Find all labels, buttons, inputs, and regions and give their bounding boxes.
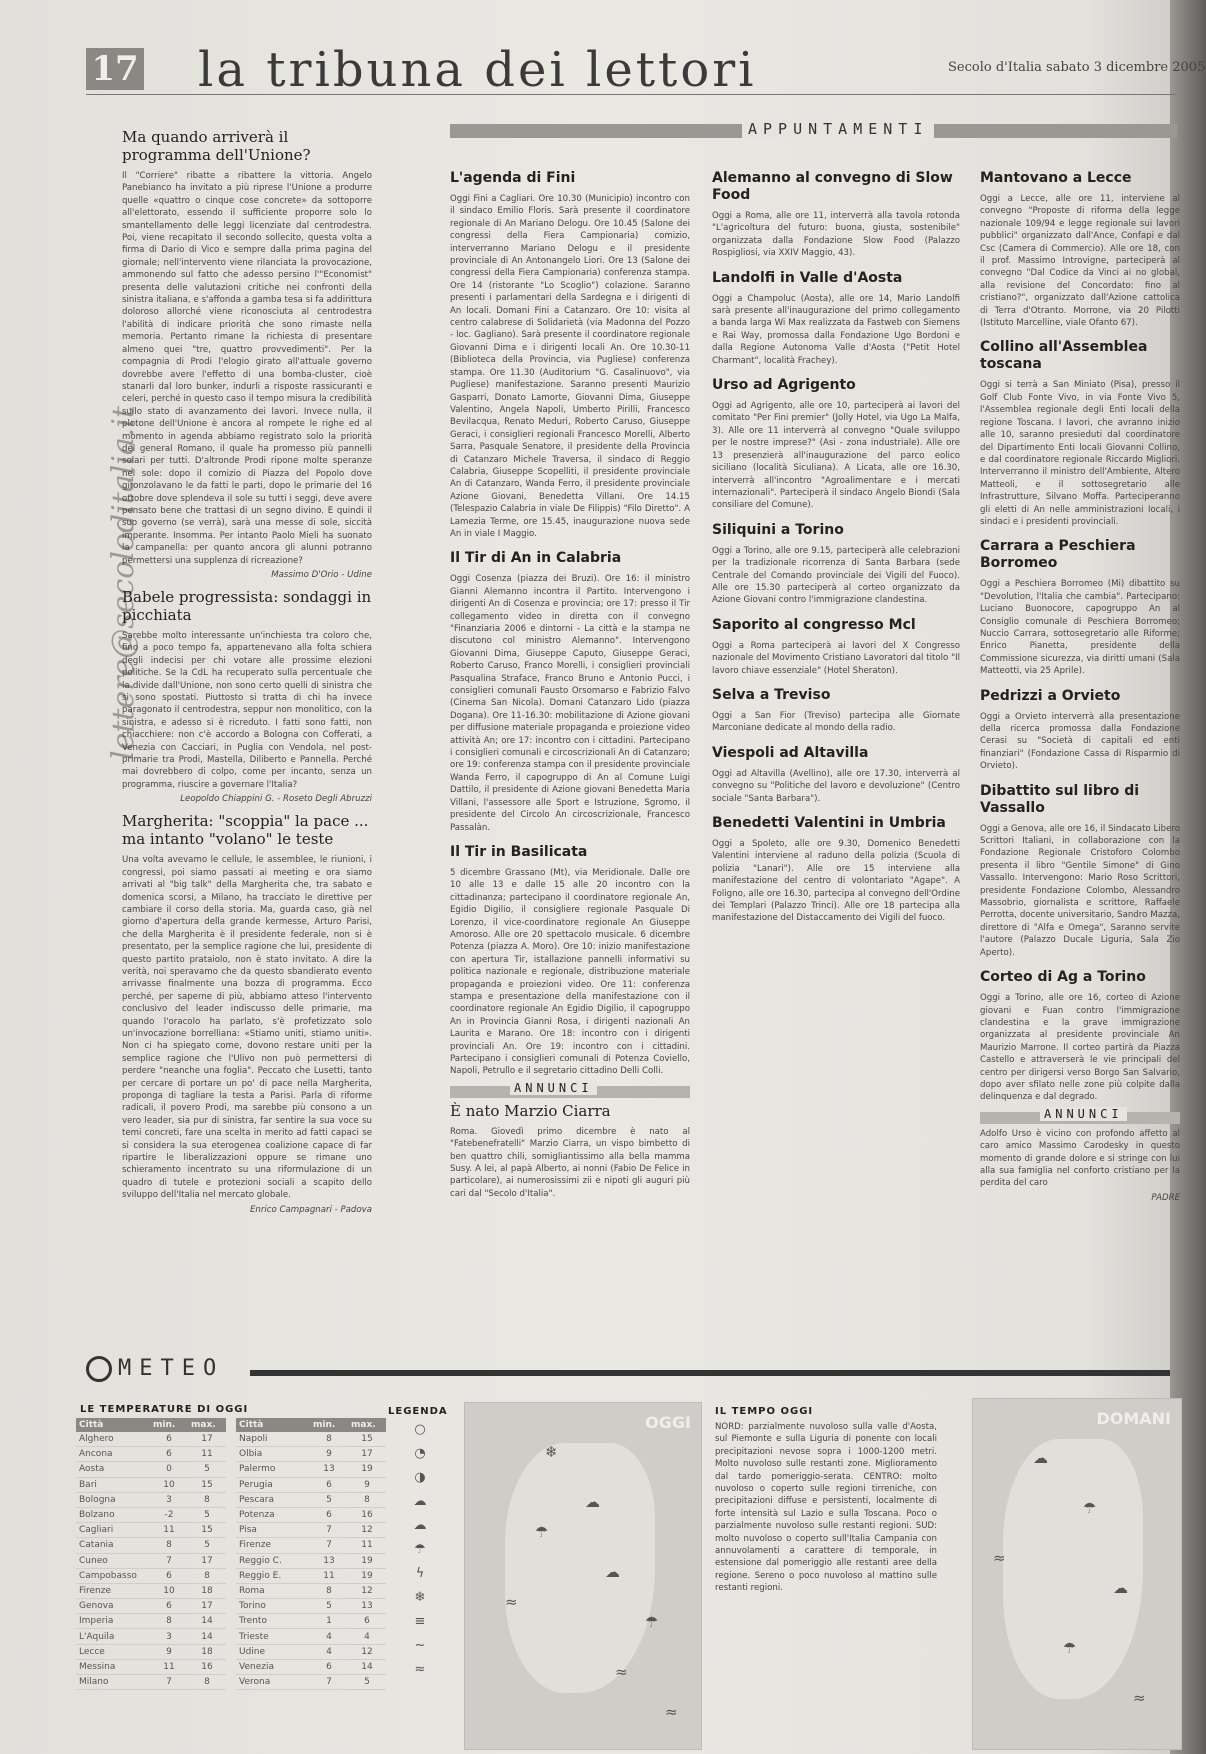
city-cell: Milano [76,1675,150,1690]
city-cell: L'Aquila [76,1629,150,1644]
fog-icon: ≡ [414,1614,426,1629]
city-cell: Trento [236,1614,310,1629]
meteo-bar [250,1370,1170,1376]
event-body: Oggi a Roma parteciperà ai lavori del X Congresso nazionale del Movimento Cristiano Lavoratori dal titolo "Il lavoro chiave essenziale" (Hotel Sheraton). [712,640,960,676]
max-cell: 11 [348,1538,386,1553]
city-cell: Alghero [76,1432,150,1447]
table-row [76,1659,226,1674]
min-cell: 7 [310,1675,348,1690]
letter-3 [122,812,372,1214]
min-cell: 8 [150,1614,188,1629]
min-cell: 6 [310,1659,348,1674]
temps-title: LE TEMPERATURE DI OGGI [80,1404,249,1415]
weather-map-today [464,1402,702,1750]
appuntamenti-label: APPUNTAMENTI [742,120,934,138]
event-title: Landolfi in Valle d'Aosta [712,269,903,286]
cloud-icon: ☁ [1113,1579,1128,1597]
min-cell: 6 [310,1507,348,1522]
event-body: Oggi a Peschiera Borromeo (Mi) dibattito su "Devolution, l'Italia che cambia". Partecipano: Luciano Buonocore, capogruppo An al Consiglio comunale di Peschiera Borromeo; Nuccio Carrara, sottosegretario alle Riforme; Enrico Pianetta, presidente della Commissione sicurezza, via diritti umani (Sala Matteotti, via 25 Aprile). [980,579,1180,677]
min-cell: 11 [150,1523,188,1538]
table-row [236,1523,386,1538]
max-cell: 11 [188,1447,226,1462]
max-cell: 8 [188,1675,226,1690]
city-cell: Palermo [236,1462,310,1477]
letter-title: Margherita: "scoppia" la pace ... ma intanto "volano" le teste [122,812,369,849]
rough-sea-icon: ≈ [414,1662,426,1677]
max-cell: 5 [188,1507,226,1522]
city-cell: Verona [236,1675,310,1690]
event-title: Collino all'Assemblea toscana [980,339,1148,373]
max-cell: 17 [188,1432,226,1447]
rain-icon: ☂ [1063,1639,1077,1657]
cloudy-icon: ☁ [413,1494,427,1509]
max-cell: 5 [348,1675,386,1690]
event-body: 5 dicembre Grassano (Mt), via Meridionale. Dalle ore 10 alle 13 e dalle 15 alle 20 incontro con la cittadinanza; partecipano il coordinatore regionale An, Egidio Digilio, il consigliere regionale Pasquale Di Lorenzo, il vice-coordinatore regionale An Giuseppe Amoroso. Alle ore 20 spettacolo musicale. 6 dicembre Potenza (piazza A. Moro). Ore 10: inizio manifestazione con apertura Tir, istallazione pannelli informativi su politica nazionale e regionale, distribuzione materiale propaganda e proiezioni video. Ore 11: conferenza stampa e presentazione della manifestazione con il coordinatore regionale An Egidio Digilio, il capogruppo An in Provincia Gianni Rosa, i dirigenti nazionali An Laurita e Marano. Ore 18: incontro con i dirigenti provinciali An. Ore 19: incontro con i cittadini. Partecipano i consiglieri comunali di Potenza Coviello, Napoli, Petrullo e il segretario cittadino Delli Colli. [450,867,690,1077]
event-title: L'agenda di Fini [450,170,576,186]
max-cell: 19 [348,1462,386,1477]
city-cell: Napoli [236,1432,310,1447]
max-cell: 14 [188,1629,226,1644]
cloud-icon: ☁ [1033,1449,1048,1467]
city-cell: Catania [76,1538,150,1553]
table-row [76,1538,226,1553]
temps-table-left [76,1418,226,1690]
table-row [236,1614,386,1629]
event-title: Selva a Treviso [712,686,831,703]
annunci-banner-left: ANNUNCI [450,1086,690,1098]
newspaper-date: Secolo d'Italia sabato 3 dicembre 2005 [948,60,1206,75]
city-cell: Pisa [236,1523,310,1538]
event-body: Oggi a Orvieto interverrà alla presentazione della ricerca promossa dalla Fondazione Cerasi su "Società di capitali ed enti finanziari" (Fondazione Cassa di Risparmio di Orvieto). [980,711,1180,772]
event-title: Dibattito sul libro di Vassallo [980,782,1140,816]
letter-body: Il "Corriere" ribatte a ribattere la vittoria. Angelo Panebianco ha invitato a più riprese l'Unione a produrre quelle «quattro o cinque cose concrete» da sottoporre all'elettorato, essendo il sufficiente proporre solo lo smantellamento delle leggi licenziate dal centrodestra. Poi, viene recapitato il secondo sollecito, questa volta a firma di Dario di Vico e sempre dalla prima pagina del giornale; nell'intervento viene rilanciata la provocazione, ammonendo sul fatto che adesso persino l'"Economist" presenta delle valutazioni critiche nei confronti della sinistra italiana, e s'affonda a gamba tesa si fa addirittura doloroso allorché viene riconosciuta al centrodestra l'abilità di indicare priorità che sono rimaste nella memoria. Pertanto rimane la richiesta di presentare almeno quei "tre, quattro provvedimenti". Per la compagnia di Prodi l'elogio girato all'attuale governo dovrebbe avere l'effetto di una bomba-cluster, cioè stanarli dal loro bunker, indurli a risposte rassicuranti e celeri, perché in questo caso il tempo misura la credibilità sullo stato di avanzamento dei lavori. Invece nulla, il plotone dell'Unione è ancora al rompete le righe ed al momento in agenda abbiamo registrato solo la priorità del general Romano, il quale ha promesso più pannelli solari per tutti. D'altronde Prodi ripone molte speranze nel sole: dopo il comizio di Piazza del Popolo dove gironzolavano le da fatti le parti, dopo le primarie del 16 ottobre dove splendeva il sole su tutti i seggi, deve avere pensato bene che trattasi di un segno divino. E quindi il suo governo (se verrà), sarà una messe di sole, siccità imperante. Insomma. Per intanto Paolo Mieli ha suonato la campanella: per quanto ancora gli alunni potranno permettersi una supplenza di ricreazione? [122,171,372,566]
table-row [76,1523,226,1538]
max-cell: 18 [188,1644,226,1659]
col-header: min. [150,1418,188,1432]
appuntamenti-column-2 [712,160,960,925]
min-cell: 9 [310,1447,348,1462]
rubric-title: la tribuna dei lettori [198,42,757,98]
max-cell: 17 [348,1447,386,1462]
event-title: Carrara a Peschiera Borromeo [980,538,1136,572]
city-cell: Roma [236,1583,310,1598]
min-cell: 4 [310,1644,348,1659]
event-title: Siliquini a Torino [712,521,844,538]
min-cell: 8 [310,1583,348,1598]
table-row [76,1614,226,1629]
min-cell: 6 [310,1477,348,1492]
max-cell: 19 [348,1553,386,1568]
table-row [236,1644,386,1659]
appuntamenti-banner [450,120,1177,138]
letter-signature: Leopoldo Chiappini G. - Roseto Degli Abruzzi [180,794,372,805]
event-body: Oggi a Lecce, alle ore 11, interviene al convegno "Proposte di riforma della legge nazionale 109/94 e legge regionale sui lavori pubblici" organizzato dall'Ance, Confapi e dal Csc (Camera di Commercio). Alle ore 18, con il prof. Massimo Introvigne, parteciperà al convegno "Dal Codice da Vinci ai no global, alla revisione del Concordato: fino al cristiano?", organizzato dall'Azione cattolica di Terra d'Otranto. Morrone, via 20 Pilotti (Istituto Marcelline, viale Ofanto 67). [980,194,1180,329]
page-number: 17 [86,48,144,90]
max-cell: 15 [348,1432,386,1447]
table-row [236,1432,386,1447]
letter-2 [122,588,372,804]
event-title: Pedrizzi a Orvieto [980,687,1121,704]
min-cell: 4 [310,1629,348,1644]
rough-sea-icon: ≈ [615,1663,628,1681]
table-row [76,1447,226,1462]
letter-1 [122,128,372,580]
max-cell: 6 [348,1614,386,1629]
city-cell: Trieste [236,1629,310,1644]
map-label: OGGI [645,1413,691,1432]
city-cell: Firenze [76,1583,150,1598]
city-cell: Torino [236,1599,310,1614]
table-row [76,1507,226,1522]
max-cell: 12 [348,1583,386,1598]
min-cell: 3 [150,1629,188,1644]
event-body: Oggi a Genova, alle ore 16, il Sindacato Libero Scrittori Italiani, in collaborazione con la Fondazione Regionale Cristoforo Colombo presenta il libro "Gentile Simone" di Gino Vassallo. Intervengono: Mario Roso Scrittori, presidente Fondazione Colombo, Alessandro Massobrio, giornalista e scrittore, Raffaele Perrotta, docente universitario, Sandro Mazza, direttore di "Alfa e Omega", Saranno servite l'autore (Palazzo Ducale Liguria, Sala Zio Aperto). [980,823,1180,958]
announcement-signature: PADRE [1151,1192,1180,1203]
rain-icon: ☂ [535,1523,549,1541]
snow-icon: ❄ [414,1590,426,1605]
event-body: Oggi ad Altavilla (Avellino), alle ore 17.30, interverrà al convegno su "Politiche del lavoro e devoluzione" (Centro sociale "Santa Barbara"). [712,768,960,804]
max-cell: 16 [348,1507,386,1522]
max-cell: 18 [188,1583,226,1598]
min-cell: 3 [150,1492,188,1507]
table-row [76,1675,226,1690]
table-row [76,1492,226,1507]
max-cell: 14 [188,1614,226,1629]
event-body: Oggi ad Agrigento, alle ore 10, parteciperà ai lavori del comitato "Per Fini premier" (Jolly Hotel, via Ugo La Malfa, 3). Alle ore 11 interverrà al convegno "Quale sviluppo per le nostre imprese?" (Asi - zona industriale). Alle ore 13 presenzierà all'inaugurazione del parco eolico siciliano (località Siculiana). A Licata, alle ore 16.30, interverrà all'incontro "Agroalimentare e i mercati internazionali". Parteciperà il sindaco Angelo Biondi (Sala consiliare del Comune). [712,401,960,511]
event-body: Oggi a Torino, alle ore 16, corteo di Azione giovani e Fuan contro l'immigrazione clandestina e la grave immigrazione organizzata al presidente provinciale An Maurizio Marrone. Il corteo partirà da Piazza Castello e attraverserà le vie principali del centro per dirigersi verso Borgo San Salvario, dopo aver sfilato nelle zone più colpite dalla delinquenza e dal degrado. [980,993,1180,1103]
max-cell: 13 [348,1599,386,1614]
variable-icon: ◑ [414,1470,426,1485]
min-cell: 7 [310,1523,348,1538]
city-cell: Firenze [236,1538,310,1553]
city-cell: Bolzano [76,1507,150,1522]
city-cell: Reggio C. [236,1553,310,1568]
max-cell: 12 [348,1523,386,1538]
vertical-email: lettere@secoloditalia.it [106,406,141,760]
min-cell: 11 [150,1659,188,1674]
max-cell: 15 [188,1477,226,1492]
city-cell: Pescara [236,1492,310,1507]
letters-column [122,120,372,1221]
event-body: Oggi a Champoluc (Aosta), alle ore 14, Mario Landolfi sarà presente all'inaugurazione del primo collegamento a banda larga Wi Max realizzata da Fastweb con Siemens e Rai Way, promossa dalla Fondazione Ugo Bordoni e dalla Regione Autonoma Valle d'Aosta ("Petit Hotel Charmant", località Frachey). [712,293,960,366]
min-cell: 8 [310,1432,348,1447]
calm-sea-icon: ~ [414,1638,426,1653]
table-row [236,1553,386,1568]
rain-icon: ☂ [1083,1499,1097,1517]
max-cell: 5 [188,1538,226,1553]
min-cell: 6 [150,1568,188,1583]
event-title: Viespoli ad Altavilla [712,744,869,761]
map-label: DOMANI [1096,1409,1171,1428]
table-row [236,1447,386,1462]
cloud-icon: ☁ [605,1563,620,1581]
letter-title: Ma quando arriverà il programma dell'Unione? [122,128,311,164]
rough-sea-icon: ≈ [1133,1689,1146,1707]
min-cell: 13 [310,1462,348,1477]
city-cell: Messina [76,1659,150,1674]
col-header: Città [76,1418,150,1432]
max-cell: 19 [348,1568,386,1583]
min-cell: 7 [150,1675,188,1690]
event-title: Mantovano a Lecce [980,170,1132,186]
city-cell: Genova [76,1599,150,1614]
letter-signature: Enrico Campagnari - Padova [249,1204,372,1215]
event-title: Saporito al congresso Mcl [712,616,916,633]
table-row [236,1599,386,1614]
city-cell: Reggio E. [236,1568,310,1583]
meteo-section [70,1356,1180,1754]
table-row [236,1538,386,1553]
annunci-banner-right: ANNUNCI [980,1112,1180,1124]
legend-title: LEGENDA [388,1406,448,1417]
max-cell: 9 [348,1477,386,1492]
min-cell: 0 [150,1462,188,1477]
event-title: Il Tir di An in Calabria [450,550,622,567]
table-row [236,1659,386,1674]
table-row [236,1507,386,1522]
min-cell: 10 [150,1477,188,1492]
appuntamenti-column-3 [980,160,1180,1209]
city-cell: Perugia [236,1477,310,1492]
appuntamenti-column-1 [450,160,690,1200]
event-body: Oggi si terrà a San Miniato (Pisa), presso il Golf Club Fonte Vivo, in via Fonte Vivo 5, l'Assemblea regionale degli Enti locali della regione Toscana. I lavori, che avranno inizio alle 10, saranno presieduti dal coordinatore del Dipartimento Enti locali Giovanni Collino, e dal coordinatore regionale Riccardo Migliori. Interverranno il ministro dell'Ambiente, Altero Matteoli, e il sottosegretario alle Infrastrutture, Silvano Moffa. Parteciperanno gli eletti di An nelle amministrazioni locali, i sindaci e i presidenti provinciali. [980,380,1180,527]
min-cell: 9 [150,1644,188,1659]
table-row [76,1477,226,1492]
max-cell: 8 [188,1492,226,1507]
col-header: Città [236,1418,310,1432]
event-title: Benedetti Valentini in Umbria [712,815,946,831]
min-cell: -2 [150,1507,188,1522]
letter-signature: Massimo D'Orio - Udine [271,570,372,580]
min-cell: 13 [310,1553,348,1568]
letter-body: Sarebbe molto interessante un'inchiesta tra coloro che, fino a poco tempo fa, appartenevano alla folta schiera degli indecisi per chi votare alle prossime elezioni politiche. Se la CdL ha recuperato sulla percentuale che la divide dall'Unione, non sono certo quelli di sinistra che si sono spostati. Piuttosto si tratta di chi ha invece paragonato il centrodestra, seppur non monolitico, con la sinistra, e adesso si è ricreduto. I fatti sono fatti, non chiacchiere: non c'è accordo a Bologna con Cofferati, a Venezia con Cacciari, in Puglia con Vendola, nel post-primarie tra Prodi, Mastella, Diliberto e Pannella. Perché mai dovrebbero di colpo, come per incanto, senza un programma, riuscire a governare l'Italia? [122,631,372,790]
cloud-icon: ☁ [585,1493,600,1511]
max-cell: 8 [348,1492,386,1507]
max-cell: 4 [348,1629,386,1644]
table-row [76,1644,226,1659]
col-header: max. [188,1418,226,1432]
min-cell: 6 [150,1447,188,1462]
city-cell: Udine [236,1644,310,1659]
max-cell: 8 [188,1568,226,1583]
table-row [76,1553,226,1568]
min-cell: 6 [150,1432,188,1447]
weather-map-tomorrow [972,1398,1182,1750]
letter-title: Babele progressista: sondaggi in picchiata [122,588,372,624]
partly-cloudy-icon: ◔ [414,1446,426,1461]
city-cell: Cagliari [76,1523,150,1538]
letter-body: Una volta avevamo le cellule, le assemblee, le riunioni, i congressi, poi siamo passati ai meeting e ora siamo arrivati al "big talk" della Margherita che, tra sabato e domenica scorsi, a Milano, ha tracciato le direttive per cambiare il corso della storia. Ma, guarda caso, già nel giorno d'apertura della grande kermesse, Arturo Parisi, che della Margherita è il presidente federale, non si è presentato, per la semplice ragione che lui, presidente di questo partito prataiolo, non è stato invitato. A dire la verità, noi speravamo che da questo sbandierato evento arrivasse finalmente una bozza di programma. Ecco perché, per saperne di più, abbiamo atteso l'intervento conclusivo del leader indiscusso delle primarie, ma quando l'oracolo ha parlato, s'è profetizzato solo un'invocazione borrelliana: «Stiamo uniti, stiamo uniti». Non ci ha spiegato come, dovono restare uniti per la semplice ragione che l'Ulivo non può permettersi di perdere "neanche una foglia". Peccato che Lusetti, tanto per cercare di portare un po' di pace nella Margherita, proponga di tagliare la testa a Parisi. Parla di riforme radicali, il povero Prodi, ma sarebbe più consono a un vero leader, sia pur di sinistra, far sentire la sua voce su temi concreti, fare una scelta in merito ad fatti capaci se si considera la sua eterogenea coalizione capace di far ripartire le liberalizzazioni oppure se rimane uno schieramento incentrato su una riformulazione di un quadro di tutele e protezioni sociali a scapito dello sviluppo dell'Italia nel mercato globale. [122,855,372,1201]
announcement-body: Roma. Giovedì primo dicembre è nato al "Fatebenefratelli" Marzio Ciarra, un vispo bimbetto di ben quattro chili, somigliantissimo alla bella mamma Susy. A lei, al papà Alberto, ai nonni (Fabio De Felice in particolare), ai numerosissimi zii e nipoti gli auguri più cari dal "Secolo d'Italia". [450,1126,690,1199]
city-cell: Aosta [76,1462,150,1477]
snow-icon: ❄ [545,1443,558,1461]
city-cell: Imperia [76,1614,150,1629]
table-row [236,1629,386,1644]
max-cell: 17 [188,1553,226,1568]
overcast-icon: ☁ [413,1518,427,1533]
min-cell: 8 [150,1538,188,1553]
event-body: Oggi Fini a Cagliari. Ore 10.30 (Municipio) incontro con il sindaco Emilio Floris. Sarà presente il coordinatore regionale di An Mariano Delogu. Ore 10.45 (Salone dei congressi della Fiera Campionaria) comizio, interverranno Mariano Delogu e il presidente provinciale di An Antonangelo Liori. Ore 13 (Salone dei congressi della Fiera Campionaria) conferenza stampa. Ore 14 (ristorante "Lo Scoglio") colazione. Saranno presenti i parlamentari della Sardegna e i dirigenti di An locali. Domani Fini a Catanzaro. Ore 10: visita al centro calabrese di Solidarietà (via Madonna del Pozzo - loc. Gagliano). Sarà presente il coordinatore regionale Giovanni Dima e i dirigenti locali An. Ore 10.30-11 (Biblioteca della Provincia, via Pugliese) conferenza stampa. Ore 11.30 (Auditorium "G. Casalinuovo", via Pugliese) manifestazione. Saranno presenti Maurizio Gasparri, Donato Lamorte, Giovanni Dima, Giuseppe Valentino, Angela Napoli, Umberto Pirilli, Francesco Bevilacqua, Renato Meduri, Roberto Caruso, Giuseppe Geraci, i consiglieri regionali Francesco Morelli, Alberto Sarra, Pasquale Senatore, il presidente della Provincia di Catanzaro Michele Traversa, il sindaco di Reggio Calabria, Giuseppe Scopelliti, il presidente provinciale An di Catanzaro, Wanda Ferro, il presidente provinciale Azione Giovani, Benedetta Villani. Ore 14.15 (Telespazio Calabria in viale De Filippis) "Filo Diretto". A Lamezia Terme, ore 15.45, inaugurazione nuova sede An in viale I Maggio. [450,194,690,539]
table-row [236,1675,386,1690]
event-title: Il Tir in Basilicata [450,843,588,860]
table-row [76,1629,226,1644]
table-row [76,1568,226,1583]
city-cell: Bologna [76,1492,150,1507]
city-cell: Ancona [76,1447,150,1462]
city-cell: Potenza [236,1507,310,1522]
city-cell: Venezia [236,1659,310,1674]
max-cell: 14 [348,1659,386,1674]
max-cell: 15 [188,1523,226,1538]
city-cell: Bari [76,1477,150,1492]
event-body: Oggi a Roma, alle ore 11, interverrà alla tavola rotonda "L'agricoltura del futuro: buona, giusta, sostenibile" organizzata dalla Fondazione Slow Food (Palazzo Rospigliosi, via XXIV Maggio, 43). [712,211,960,259]
storm-icon: ϟ [415,1566,425,1581]
city-cell: Campobasso [76,1568,150,1583]
sun-icon: ○ [414,1422,426,1437]
sun-icon [86,1356,112,1382]
max-cell: 16 [188,1659,226,1674]
event-title: Urso ad Agrigento [712,377,856,394]
event-body: Oggi a Spoleto, alle ore 9.30, Domenico Benedetti Valentini interviene al raduno della polizia (Scuola di polizia "Lanari"). Alle ore 15 interviene alla manifestazione del centro di volontariato "Agape". A Foligno, alle ore 16.30, partecipa al convegno dell'Ordine dei Templari (Palazzo Trinci). Alle ore 18 partecipa alla manifestazione del Distaccamento dei Vigili del fuoco. [712,839,960,924]
rain-icon: ☂ [414,1542,426,1557]
table-row [76,1599,226,1614]
event-body: Oggi a Torino, alle ore 9.15, parteciperà alle celebrazioni per la tradizionale ricorrenza di Santa Barbara (sede Centrale del Comando provinciale dei Vigili del Fuoco). Alle ore 15.30 parteciperà al corteo organizzato da Azione Giovani contro l'immigrazione clandestina. [712,545,960,606]
rough-sea-icon: ≈ [993,1549,1006,1567]
table-row [76,1432,226,1447]
legend [384,1422,456,1686]
forecast-title: IL TEMPO OGGI [715,1406,814,1417]
min-cell: 5 [310,1599,348,1614]
min-cell: 7 [150,1553,188,1568]
rough-sea-icon: ≈ [665,1703,678,1721]
max-cell: 5 [188,1462,226,1477]
table-row [76,1583,226,1598]
event-body: Oggi Cosenza (piazza dei Bruzi). Ore 16: il ministro Gianni Alemanno incontra il Partito. Intervengono i dirigenti An di Cosenza e provincia; ore 17: presso il Tir collegamento video in diretta con il convegno "Finanziaria 2006 e dintorni - La città e la stampa ne discutono col ministro Alemanno". Intervengono Giovanni Dima, Giuseppe Caputo, Giuseppe Geraci, Roberto Caruso, Franco Morelli, i consiglieri provinciali Pasqualina Straface, Franco Bruno e Antonio Pucci, i consiglieri comunali Fausto Orsomarso e Fabrizio Falvo (Cinema San Nicola). Domani Catanzaro Lido (piazza Dogana). Ore 11-16.30: mobilitazione di Azione giovani per diffusione materiale propaganda e proiezione video attività An; ore 17: incontro con i cittadini. Partecipano i consiglieri comunali e circoscrizionali An di Catanzaro; ore 19: conferenza stampa con il presidente provinciale Wanda Ferro, il capogruppo di An al Comune Luigi Dattilo, il presidente di Azione giovani Benedetta Maria Villani, l'assessore alle Sport e Istruzione, Sgromo, il presidente del Circolo An circoscrizionale, Francesco Passalàn. [450,574,690,833]
announcement-body: Adolfo Urso è vicino con profondo affetto al caro amico Massimo Carodesky in questo momento di grande dolore e si stringe con lui alla sua famiglia nel conforto cristiano per la perdita del caro [980,1128,1180,1189]
min-cell: 1 [310,1614,348,1629]
min-cell: 7 [310,1538,348,1553]
rough-sea-icon: ≈ [505,1593,518,1611]
min-cell: 11 [310,1568,348,1583]
event-body: Oggi a San Fior (Treviso) partecipa alle Giornate Marconiane dedicate al mondo della radio. [712,710,960,734]
table-row [236,1462,386,1477]
min-cell: 5 [310,1492,348,1507]
table-row [236,1477,386,1492]
table-row [236,1492,386,1507]
min-cell: 10 [150,1583,188,1598]
meteo-logo: METEO [86,1356,224,1382]
forecast-text: NORD: parzialmente nuvoloso sulla valle d'Aosta, sul Piemonte e sulla Liguria di ponente con locali precipitazioni nevose sopra i 1000-1200 metri. Molto nuvoloso sulle restanti zone. Miglioramento dal tardo pomeriggio-serata. CENTRO: molto nuvoloso o coperto sulle regioni tirreniche, con precipitazioni diffuse e persistenti, localmente di forte intensità sul Lazio e sulla Toscana. Poco o parzialmente nuvoloso sulle restanti regioni. SUD: molto nuvoloso o coperto sull'Italia Campania con annuvolamenti a carattere di temporale, in estensione dal pomeriggio alle restanti aree della regione. Sereno o poco nuvoloso al mattino sulle restanti regioni. [715,1422,937,1594]
announcement-title: È nato Marzio Ciarra [450,1101,611,1120]
col-header: max. [348,1418,386,1432]
table-row [236,1568,386,1583]
forecast [715,1406,937,1595]
max-cell: 12 [348,1644,386,1659]
rain-icon: ☂ [645,1613,659,1631]
city-cell: Olbia [236,1447,310,1462]
event-title: Alemanno al convegno di Slow Food [712,170,953,203]
table-row [76,1462,226,1477]
min-cell: 6 [150,1599,188,1614]
table-row [236,1583,386,1598]
page-header [86,38,1206,98]
event-title: Corteo di Ag a Torino [980,969,1146,986]
temps-table-right [236,1418,386,1690]
city-cell: Cuneo [76,1553,150,1568]
col-header: min. [310,1418,348,1432]
city-cell: Lecce [76,1644,150,1659]
max-cell: 17 [188,1599,226,1614]
